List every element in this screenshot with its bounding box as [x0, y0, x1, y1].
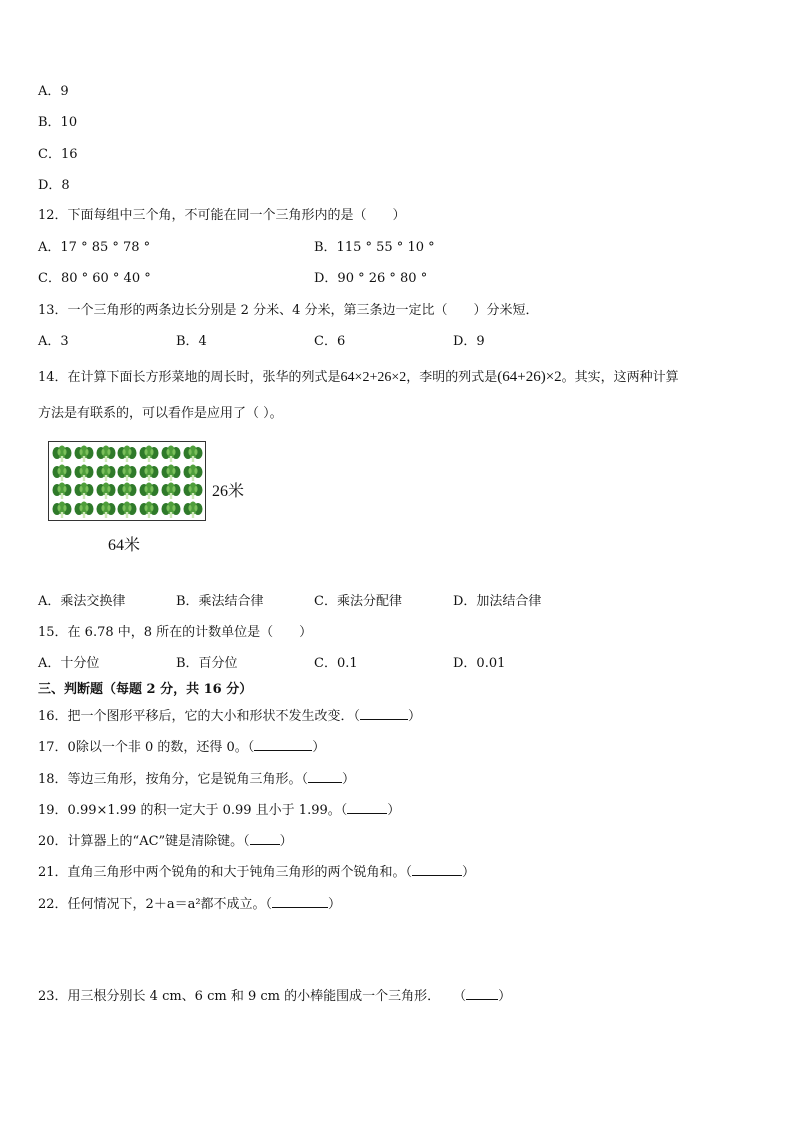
q14-formula-1: 64×2+26×2	[340, 370, 407, 385]
answer-blank[interactable]	[347, 802, 387, 814]
judge-question-tail: ）	[342, 772, 356, 787]
q11-option-a: A．9	[38, 84, 69, 99]
vegetable-icon	[117, 482, 137, 500]
judge-question-22	[38, 896, 341, 913]
judge-question-21	[38, 864, 475, 881]
vegetable-icon	[183, 482, 203, 500]
vegetable-icon	[52, 482, 72, 500]
vegetable-icon	[139, 482, 159, 500]
answer-blank[interactable]	[412, 864, 462, 876]
q11-option-b: B．10	[38, 115, 78, 130]
q14-stem-part1: 14．在计算下面长方形菜地的周长时，张华的列式是	[38, 370, 341, 385]
vegetable-icon	[74, 501, 94, 519]
q15-option-a: A．十分位	[38, 656, 100, 671]
vegetable-icon	[139, 501, 159, 519]
q13-option-b: B．4	[176, 334, 207, 349]
judge-question-17	[38, 739, 325, 756]
judge-question-text: 16．把一个图形平移后，它的大小和形状不发生改变．（	[38, 709, 361, 724]
q15-option-d: D．0.01	[453, 656, 506, 671]
vegetable-icon	[183, 445, 203, 463]
vegetable-icon	[74, 482, 94, 500]
judge-question-tail: ）	[312, 740, 326, 755]
judge-question-text: 23．用三根分别长 4 cm、6 cm 和 9 cm 的小棒能围成一个三角形． （	[38, 989, 467, 1004]
q12-option-c: C．80 ° 60 ° 40 °	[38, 271, 151, 286]
q15-option-c: C．0.1	[314, 656, 358, 671]
judge-question-tail: ）	[279, 834, 293, 849]
judge-question-18	[38, 771, 355, 788]
vegetable-icon	[139, 445, 159, 463]
q14-option-b: B．乘法结合律	[176, 594, 264, 609]
judge-question-19	[38, 802, 400, 819]
q14-option-d: D．加法结合律	[453, 594, 542, 609]
vegetable-icon	[161, 445, 181, 463]
vegetable-icon	[74, 464, 94, 482]
vegetable-icon	[52, 464, 72, 482]
q13-option-c: C．6	[314, 334, 346, 349]
vegetable-icon	[96, 482, 116, 500]
section-3-heading: 三、判断题（每题 2 分，共 16 分）	[38, 682, 253, 697]
answer-blank[interactable]	[466, 988, 498, 1000]
q13-option-a: A．3	[38, 334, 69, 349]
judge-question-text: 17．0除以一个非 0 的数，还得 0。（	[38, 740, 255, 755]
q13-option-d: D．9	[453, 334, 485, 349]
q11-option-d: D．8	[38, 178, 70, 193]
q12-option-a: A．17 ° 85 ° 78 °	[38, 240, 151, 255]
judge-question-tail: ）	[498, 989, 512, 1004]
q14-stem-line2: 方法是有联系的，可以看作是应用了（ ）。	[38, 406, 283, 421]
vegetable-icon	[161, 501, 181, 519]
vegetable-icon	[52, 501, 72, 519]
judge-question-tail: ）	[408, 709, 422, 724]
vegetable-icon	[161, 464, 181, 482]
judge-question-text: 18．等边三角形，按角分，它是锐角三角形。（	[38, 772, 309, 787]
q12-stem: 12．下面每组中三个角，不可能在同一个三角形内的是（ ）	[38, 208, 406, 223]
judge-question-tail: ）	[387, 803, 401, 818]
judge-question-text: 20．计算器上的“AC”键是清除键。（	[38, 834, 250, 849]
vegetable-icon	[52, 445, 72, 463]
judge-question-text: 21．直角三角形中两个锐角的和大于钝角三角形的两个锐角和。（	[38, 865, 413, 880]
vegetable-icon	[74, 445, 94, 463]
vegetable-icon	[117, 464, 137, 482]
judge-question-16	[38, 708, 421, 725]
q11-option-c: C．16	[38, 147, 78, 162]
q14-stem-line1	[38, 369, 679, 386]
vegetable-icon	[139, 464, 159, 482]
field-height-label: 26米	[212, 483, 245, 500]
vegetable-icon	[117, 445, 137, 463]
q14-stem-part2: ，李明的列式是	[406, 370, 498, 385]
q12-option-d: D．90 ° 26 ° 80 °	[314, 271, 428, 286]
q14-option-c: C．乘法分配律	[314, 594, 402, 609]
answer-blank[interactable]	[254, 739, 312, 751]
vegetable-icon	[117, 501, 137, 519]
answer-blank[interactable]	[250, 833, 280, 845]
vegetable-icon	[183, 501, 203, 519]
q14-formula-2: (64+26)×2	[497, 369, 562, 385]
vegetable-field-rectangle	[48, 441, 206, 521]
judge-question-tail: ）	[462, 865, 476, 880]
q13-stem: 13．一个三角形的两条边长分别是 2 分米、4 分米，第三条边一定比（ ）分米短．	[38, 303, 539, 318]
vegetable-icon	[96, 501, 116, 519]
vegetable-icon	[183, 464, 203, 482]
q15-stem: 15．在 6.78 中，8 所在的计数单位是（ ）	[38, 625, 313, 640]
judge-question-20	[38, 833, 293, 850]
judge-question-text: 22．任何情况下，2＋a＝a²都不成立。（	[38, 897, 273, 912]
vegetable-icon	[161, 482, 181, 500]
q14-option-a: A．乘法交换律	[38, 594, 126, 609]
field-width-label: 64米	[108, 537, 141, 554]
q15-option-b: B．百分位	[176, 656, 238, 671]
answer-blank[interactable]	[360, 708, 408, 720]
q12-option-b: B．115 ° 55 ° 10 °	[314, 240, 435, 255]
answer-blank[interactable]	[308, 771, 342, 783]
q14-stem-part3: 。其实，这两种计算	[561, 370, 679, 385]
judge-question-23	[38, 988, 511, 1005]
vegetable-icon	[96, 464, 116, 482]
vegetable-icon	[96, 445, 116, 463]
judge-question-tail: ）	[328, 897, 342, 912]
answer-blank[interactable]	[272, 896, 328, 908]
judge-question-text: 19．0.99×1.99 的积一定大于 0.99 且小于 1.99。（	[38, 803, 348, 818]
